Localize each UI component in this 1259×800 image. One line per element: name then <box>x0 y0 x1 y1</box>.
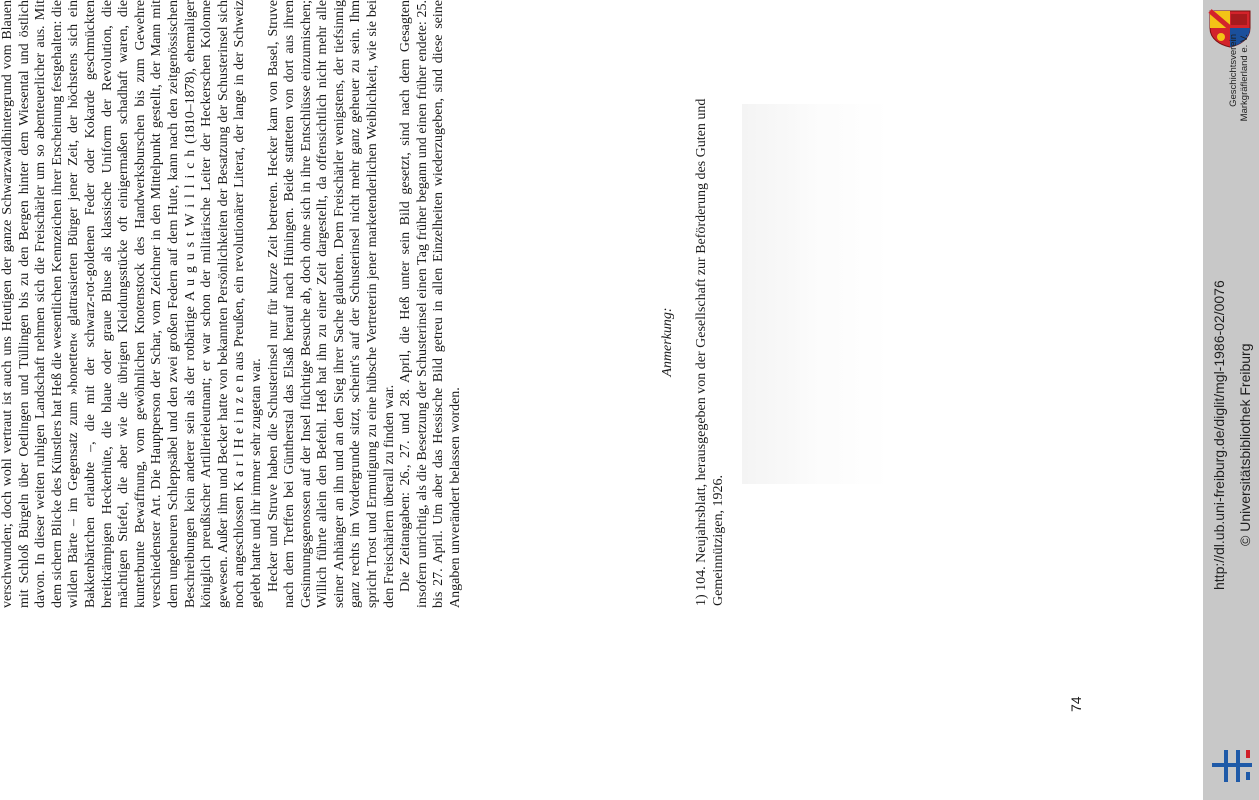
footnote: 1) 104. Neujahrsblatt, herausgegeben von der Gesellschaft zur Beförderung des Guten und Gemeinnützigen, 1926. <box>694 98 726 606</box>
society-line-2: Markgräflerland e. V. <box>1239 34 1250 122</box>
ub-freiburg-logo-icon[interactable] <box>1210 748 1254 784</box>
paragraph-1: verschwunden; doch wohl vertraut ist auch uns Heutigen der ganze Schwarzwaldhintergrund vom Blauen mit Schloß Bürgeln über Oetlingen und Tüllingen bis zu den Bergen hinter dem Wiesental und östlich davon. In dieser weiten ruhigen Landschaft nehmen sich die Freischärler um so abenteuerlicher aus. Mit dem sichern Blicke des Künstlers hat Heß die wesentlichen Kennzeichen ihrer Erscheinung festgehalten: die wilden Bärte – im Gegensatz zum »honetten« glattrasierten Bürger jener Zeit, der höchstens sich ein Bakkenbärtchen erlaubte –, die mit der schwarz-rot-goldenen Feder oder Kokarde geschmückten breitkrämpigen Heckerhüte, die blaue oder graue Bluse als klassische Uniform der Revolution, die mächtigen Stiefel, die aber wie die übrigen Kleidungsstücke oft einigermaßen schadhaft waren, die kunterbunte Bewaffnung, vom gewöhnlichen Knotenstock des Handwerksburschen bis zum Gewehre verschiedenster Art. Die Hauptperson der Schar, vom Zeichner in den Mittelpunkt gestellt, der Mann mit dem ungeheuren Schleppsäbel und den zwei großen Federn auf dem Hute, kann nach den zeitgenössischen Beschreibungen kein anderer sein als der rotbärtige A u g u s t W i l l i c h (1810–1878), ehemaliger königlich preußischer Artillerieleutnant; er war schon der militärische Leiter der Heckerschen Kolonne gewesen. Außer ihm und Becker hatte von bekannten Persönlichkeiten der Besatzung der Schusterinsel sich noch angeschlossen K a r l H e i n z e n aus Preußen, ein revolutionärer Literat, der lange in der Schweiz gelebt hatte und ihr immer sehr zugetan war. <box>0 0 264 608</box>
paragraph-3: Die Zeitangaben: 26., 27. und 28. April, die Heß unter sein Bild gesetzt, sind nach dem Gesagten insofern unrichtig, als die Besetzung der Schusterinsel einen Tag früher begann und einen früher endete: 25. bis 27. April. Um aber das Hessische Bild getreu in allen Einzelheiten wiederzugeben, sind diese seine Angaben unverändert belassen worden. <box>398 0 464 608</box>
permalink-url[interactable]: http://dl.ub.uni-freiburg.de/diglit/mgl-1986-02/0076 <box>1211 280 1227 590</box>
paragraph-2: Hecker und Struve haben die Schusterinsel nur für kurze Zeit betreten. Hecker kam von Basel, Struve nach dem Treffen bei Güntherstal das Elsaß herauf nach Hüningen. Beide statteten von dort aus ihren Gesinnungsgenossen auf der Insel flüchtige Besuche ab, doch ohne sich in ihre Entschlüsse einzumischen; Willich führte allein den Befehl. Heß hat ihn zu einer Zeit dargestellt, da offensichtlich nicht mehr alle seiner Anhänger an ihn und an den Sieg ihrer Sache glaubten. Dem Freischärler wenigstens, der tiefsinnig ganz rechts im Vordergrunde sitzt, scheint's auf der Schusterinsel nicht mehr ganz geheuer zu sein. Ihm spricht Trost und Ermutigung zu eine hübsche Vertreterin jener marketenderlichen Weiblichkeit, wie sie bei den Freischärlern überall zu finden war. <box>265 0 397 608</box>
society-line-1: Geschichtsverein <box>1228 34 1239 107</box>
page-number: 74 <box>1068 696 1084 712</box>
notes-heading: Anmerkung: <box>660 307 675 377</box>
bleed-through-shadow <box>742 104 890 484</box>
document-body <box>0 0 465 608</box>
copyright-notice: © Universitätsbibliothek Freiburg <box>1237 343 1253 546</box>
society-label <box>1228 34 1250 154</box>
